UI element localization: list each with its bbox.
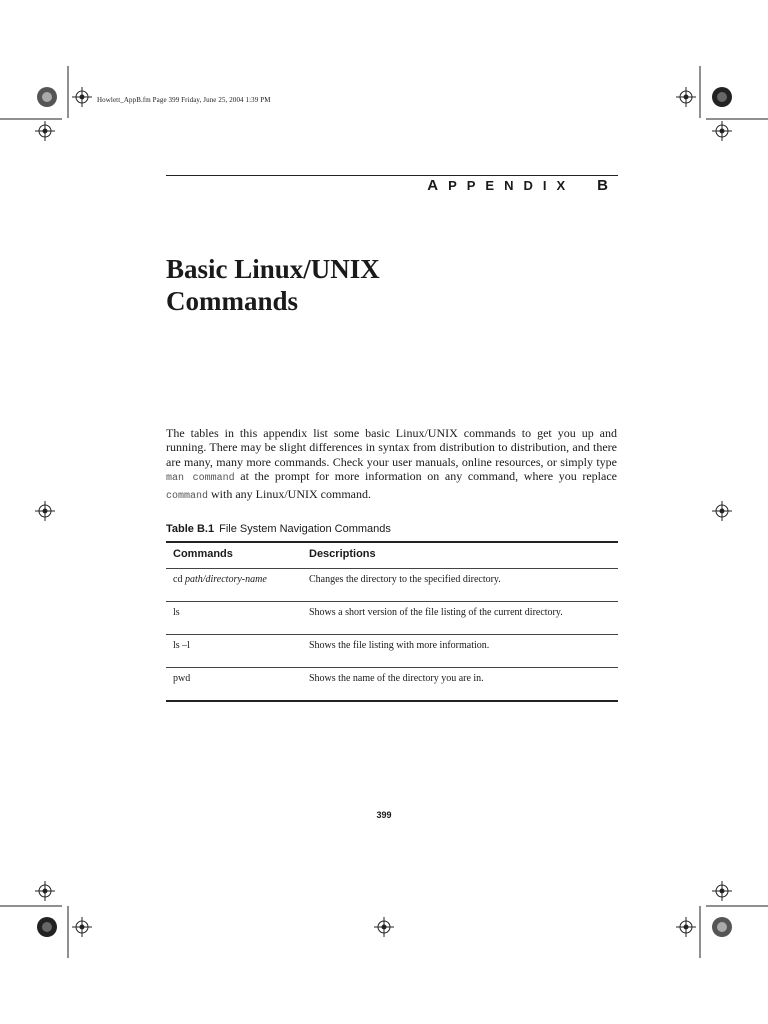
intro-code-2: command [166, 490, 209, 502]
command-name: cd [173, 574, 185, 585]
table-header-row [166, 541, 618, 568]
table-caption [166, 523, 391, 535]
row-command: ls –l [173, 640, 190, 651]
file-slug: Howlett_AppB.fm Page 399 Friday, June 25, 2004 1:39 PM [97, 96, 271, 104]
table-label: Table B.1 [166, 523, 215, 535]
appendix-initial: A [427, 177, 449, 194]
row-description: Shows the name of the directory you are in. [309, 673, 484, 684]
title-line-2: Commands [166, 286, 299, 316]
intro-code-1: man command [166, 473, 235, 485]
table-row [166, 667, 618, 702]
appendix-heading [427, 177, 608, 194]
row-command: pwd [173, 673, 191, 684]
row-description: Changes the directory to the specified directory. [309, 574, 501, 585]
intro-text-1: The tables in this appendix list some basic Linux/UNIX commands to get you up and running. There may be slight differences in syntax from distribution to distribution, and there are many, many more commands. Check your user manuals, online resources, or simply type [166, 426, 617, 469]
intro-text-3: with any Linux/UNIX command. [208, 486, 371, 501]
header-descriptions: Descriptions [309, 548, 376, 560]
row-command [173, 574, 267, 585]
page-title [166, 253, 606, 317]
header-rule [166, 175, 618, 176]
intro-text-2: at the prompt for more information on any command, where you replace [234, 469, 617, 484]
row-command: ls [173, 607, 180, 618]
header-commands: Commands [173, 548, 233, 560]
appendix-letter: B [597, 177, 608, 194]
command-arg: path/directory-name [184, 574, 267, 585]
row-description: Shows the file listing with more information. [309, 640, 490, 651]
table-row [166, 601, 618, 634]
commands-table [166, 541, 618, 702]
appendix-word: PPENDIX [448, 178, 576, 193]
row-description: Shows a short version of the file listing of the current directory. [309, 607, 563, 618]
title-line-1: Basic Linux/UNIX [166, 254, 380, 284]
table-row [166, 634, 618, 667]
table-caption-text: File System Navigation Commands [219, 523, 391, 535]
intro-paragraph [166, 426, 617, 504]
page-number: 399 [376, 810, 392, 820]
table-row [166, 568, 618, 601]
